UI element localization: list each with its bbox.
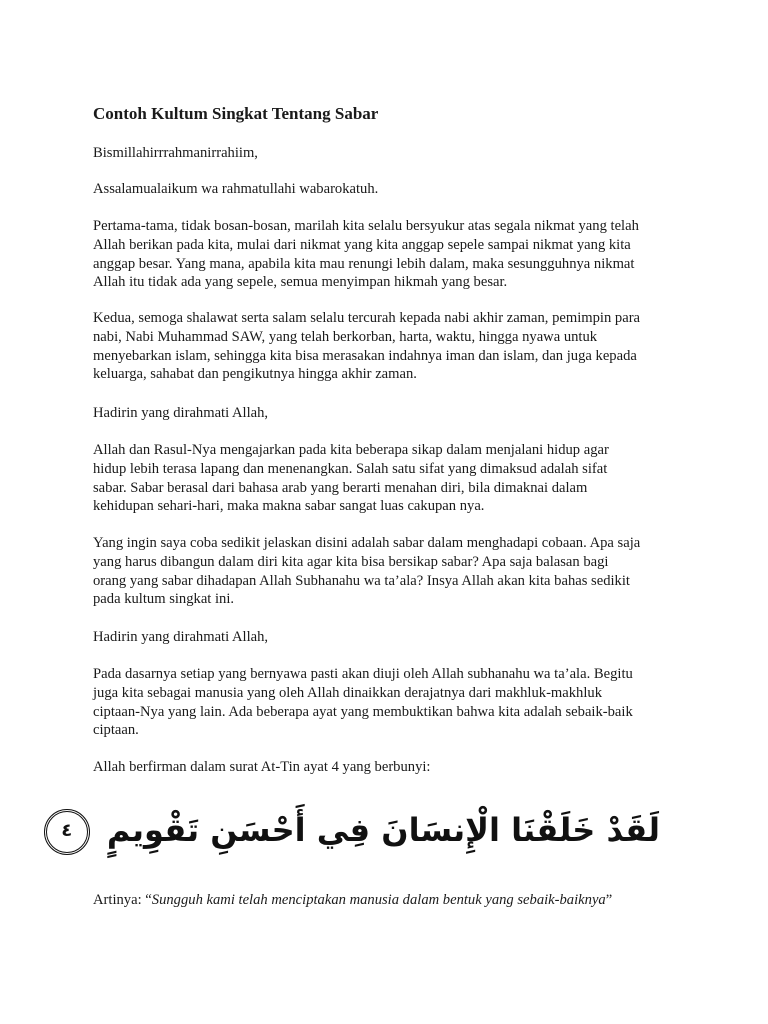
translation-text: Sungguh kami telah menciptakan manusia dalam bentuk yang sebaik-baiknya	[151, 892, 606, 908]
text-line: yang harus dibangun dalam diri kita agar kita bisa bersikap sabar? Apa saja balasan bagi	[93, 553, 609, 570]
text-line: ciptaan-Nya yang lain. Ada beberapa ayat yang membuktikan bahwa kita adalah sebaik-baik	[93, 703, 633, 720]
paragraph-greeting-salam	[93, 180, 378, 199]
close-quote: ”	[605, 892, 613, 908]
paragraph-shalawat	[93, 309, 640, 384]
text-line: Pertama-tama, tidak bosan-bosan, marilah kita selalu bersyukur atas segala nikmat yang telah	[93, 218, 639, 234]
text-line: Pada dasarnya setiap yang bernyawa pasti akan diuji oleh Allah subhanahu wa ta’ala. Begitu	[93, 666, 633, 682]
quran-verse	[61, 800, 660, 860]
text-line: hidup lebih terasa lapang dan menenangkan. Salah satu sifat yang dimaksud adalah sifat	[93, 460, 608, 477]
text-line: menyebarkan islam, sehingga kita bisa merasakan indahnya iman dan islam, dan juga kepada	[93, 347, 637, 364]
text-line: ciptaan.	[93, 722, 139, 739]
text-line: Allah dan Rasul-Nya mengajarkan pada kita beberapa sikap dalam menjalani hidup agar	[93, 442, 609, 458]
text-line: Allah berikan pada kita, mulai dari nikmat yang kita anggap sepele sampai nikmat yang kita	[93, 236, 631, 253]
paragraph-sabar-topic	[93, 534, 640, 609]
text-line: Allah itu tidak ada yang sepele, semua menyimpan hikmah yang besar.	[93, 274, 508, 291]
paragraph-gratitude	[93, 217, 639, 292]
paragraph-verse-intro	[93, 758, 430, 777]
document-title: Contoh Kultum Singkat Tentang Sabar	[93, 104, 379, 123]
paragraph-greeting-bismillah	[93, 144, 258, 163]
text-line: Allah berfirman dalam surat At-Tin ayat 4 yang berbunyi:	[93, 759, 431, 775]
text-line: anggap besar. Yang mana, apabila kita mau renungi lebih dalam, maka sesungguhnya nikmat	[93, 255, 635, 272]
verse-translation	[93, 891, 612, 910]
paragraph-address-2	[93, 628, 268, 647]
text-line: Bismillahirrrahmanirrahiim,	[93, 145, 258, 161]
text-line: Assalamualaikum wa rahmatullahi wabarokatuh.	[93, 181, 379, 197]
paragraph-trial	[93, 665, 633, 740]
text-line: sabar. Sabar berasal dari bahasa arab yang berarti menahan diri, bila dimaknai dalam	[93, 479, 588, 496]
text-line: Yang ingin saya coba sedikit jelaskan disini adalah sabar dalam menghadapi cobaan. Apa saja	[93, 535, 641, 551]
text-line: Kedua, semoga shalawat serta salam selalu tercurah kepada nabi akhir zaman, pemimpin para	[93, 310, 641, 326]
text-line: pada kultum singkat ini.	[93, 591, 235, 608]
text-line: keluarga, sahabat dan pengikutnya hingga akhir zaman.	[93, 366, 417, 383]
translation-label: Artinya:	[93, 892, 146, 908]
text-line: kehidupan sehari-hari, maka makna sabar sangat luas cakupan nya.	[93, 498, 485, 515]
verse-arabic-text: لَقَدْ خَلَقْنَا الْإِنسَانَ فِي أَحْسَنِ تَقْوِيمٍ	[106, 811, 660, 849]
text-line: nabi, Nabi Muhammad SAW, yang telah berkorban, harta, waktu, hingga nyawa untuk	[93, 328, 598, 345]
text-line: orang yang sabar dihadapan Allah Subhanahu wa ta’ala? Insya Allah akan kita bahas sedikit	[93, 572, 630, 589]
text-line: Hadirin yang dirahmati Allah,	[93, 405, 269, 421]
text-line: juga kita sebagai manusia yang oleh Allah dinaikkan derajatnya dari makhluk-makhluk	[93, 684, 603, 701]
open-quote: “	[145, 892, 152, 908]
text-line: Hadirin yang dirahmati Allah,	[93, 629, 269, 645]
ayah-number-marker: ٤	[44, 809, 90, 855]
paragraph-sabar-intro	[93, 441, 609, 516]
paragraph-address	[93, 404, 268, 423]
